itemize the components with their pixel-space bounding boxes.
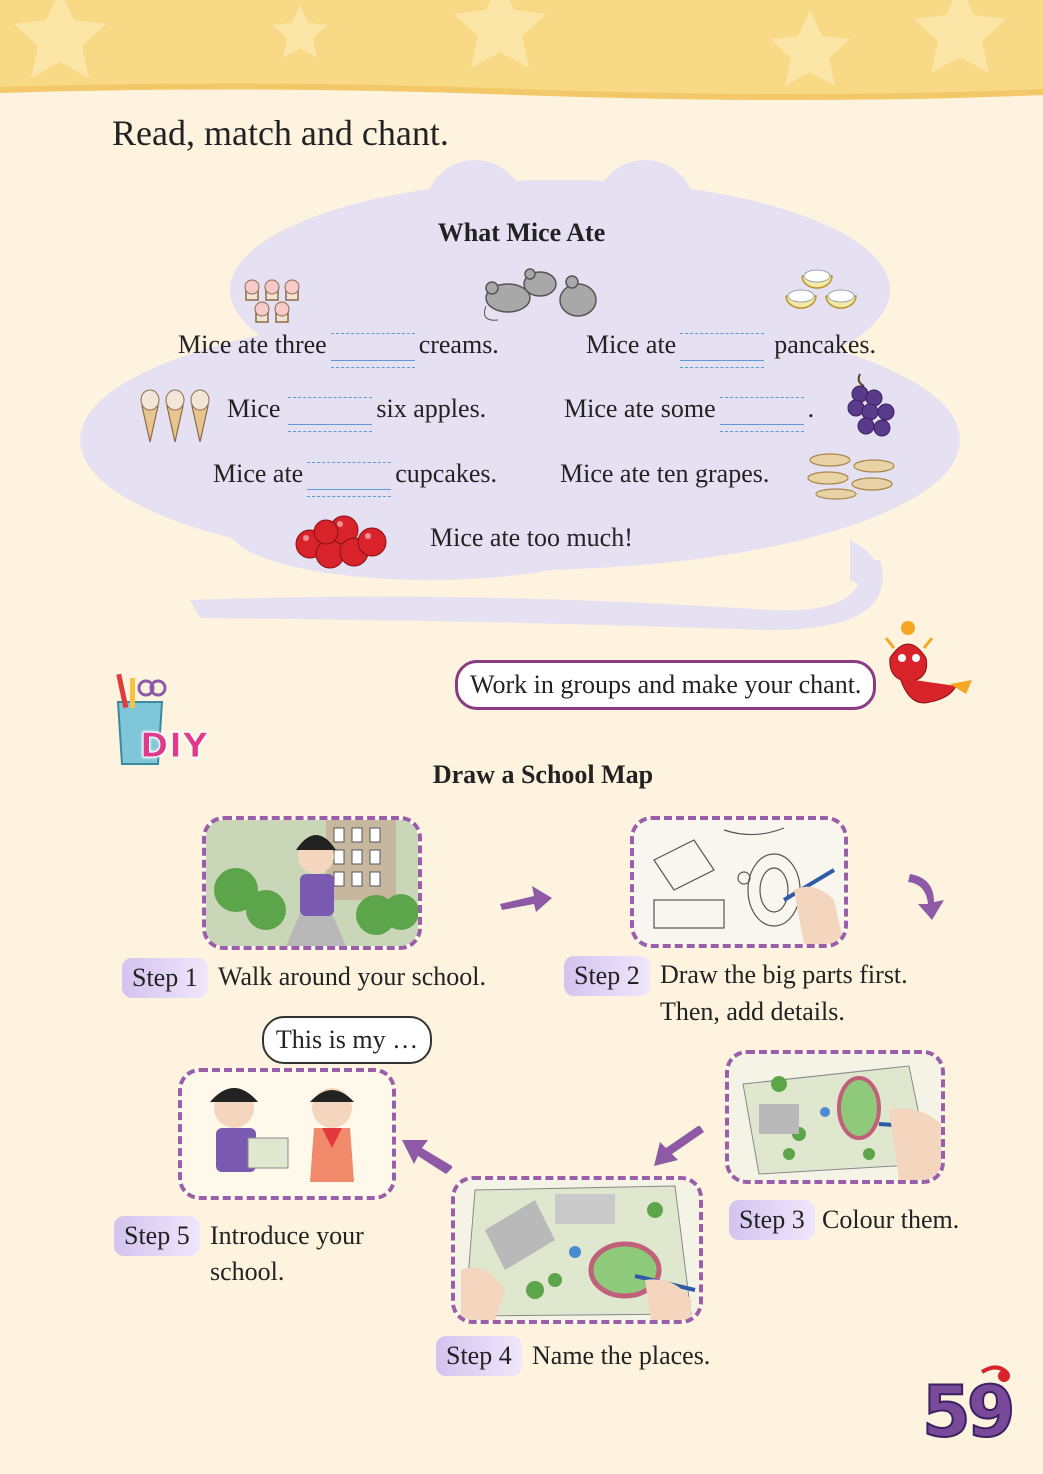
diy-title: Draw a School Map bbox=[432, 760, 654, 789]
arrow-step1-to-step2-icon bbox=[496, 876, 556, 916]
arrow-step3-to-step4-icon bbox=[650, 1122, 706, 1168]
dragon-mascot-icon bbox=[880, 618, 976, 718]
step-2-text-line-1: Draw the big parts first. bbox=[660, 960, 908, 989]
blank-field[interactable] bbox=[680, 333, 764, 361]
ice-cream-bowls-icon bbox=[782, 268, 864, 320]
step-2-label: Step 2 bbox=[564, 956, 650, 996]
diy-badge: DIY bbox=[140, 726, 209, 766]
blank-field[interactable] bbox=[288, 397, 372, 425]
grapes-icon bbox=[842, 372, 900, 440]
ice-cream-cones-icon bbox=[138, 388, 212, 444]
step-5-illustration bbox=[178, 1068, 396, 1200]
arrow-step2-to-step3-icon bbox=[904, 868, 948, 922]
cupcakes-icon bbox=[240, 270, 304, 330]
step-2-illustration bbox=[630, 816, 848, 948]
chant-line-5: Mice ate cupcakes. bbox=[213, 459, 497, 490]
step-2-text-line-2: Then, add details. bbox=[660, 997, 845, 1026]
step-4-label: Step 4 bbox=[436, 1336, 522, 1376]
apples-icon bbox=[292, 512, 390, 570]
mice-icon bbox=[478, 262, 606, 326]
step-3-illustration bbox=[725, 1050, 945, 1184]
chant-title: What Mice Ate bbox=[437, 218, 606, 247]
chant-line-1: Mice ate three creams. bbox=[178, 330, 499, 361]
step-5-text-line-1: Introduce your bbox=[210, 1221, 364, 1250]
arrow-step4-to-step5-icon bbox=[400, 1134, 456, 1176]
step-5-text-line-2: school. bbox=[210, 1257, 285, 1286]
group-prompt-bubble: Work in groups and make your chant. bbox=[455, 660, 876, 710]
blank-field[interactable] bbox=[331, 333, 415, 361]
chant-line-2: Mice ate pancakes. bbox=[586, 330, 876, 361]
step-1-text: Walk around your school. bbox=[218, 962, 486, 991]
step-3-label: Step 3 bbox=[729, 1200, 815, 1240]
chant-line-3: Mice six apples. bbox=[227, 394, 486, 425]
step-3-text: Colour them. bbox=[822, 1205, 960, 1234]
step-1-illustration bbox=[202, 816, 422, 950]
step-4-text: Name the places. bbox=[532, 1341, 711, 1370]
step-5-label: Step 5 bbox=[114, 1216, 200, 1256]
page-number: 59 bbox=[918, 1362, 1018, 1462]
pancakes-icon bbox=[806, 452, 898, 500]
chant-line-4: Mice ate some . bbox=[564, 394, 814, 425]
speech-bubble: This is my … bbox=[262, 1016, 432, 1064]
step-1-label: Step 1 bbox=[122, 958, 208, 998]
instruction-heading: Read, match and chant. bbox=[112, 113, 449, 153]
step-4-illustration bbox=[451, 1176, 703, 1324]
chant-line-7: Mice ate too much! bbox=[430, 523, 633, 552]
blank-field[interactable] bbox=[720, 397, 804, 425]
blank-field[interactable] bbox=[307, 462, 391, 490]
chant-line-6: Mice ate ten grapes. bbox=[560, 459, 770, 488]
